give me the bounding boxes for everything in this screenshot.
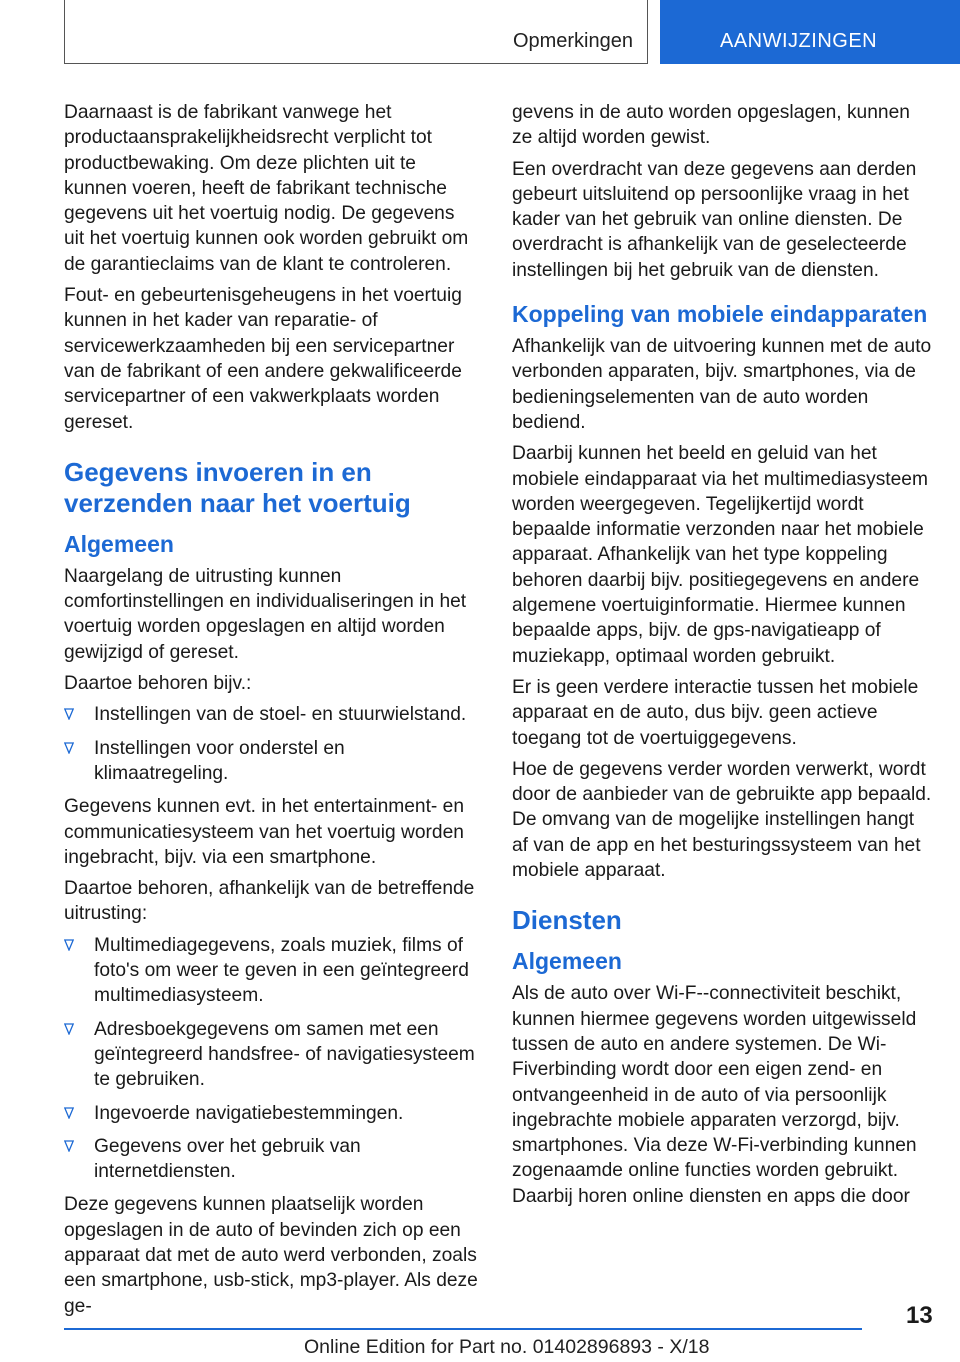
bullet-list (64, 702, 480, 786)
paragraph: Afhankelijk van de uitvoering kunnen met de auto verbonden apparaten, bijv. smartphones, via de bedieningselementen van de auto worden bediend. (512, 336, 932, 433)
footer-divider (64, 1328, 862, 1330)
triangle-bullet-icon (64, 1107, 74, 1119)
paragraph: gevens in de auto worden opgeslagen, kunnen ze altijd worden gewist. (512, 102, 910, 149)
page-number: 13 (906, 1302, 933, 1329)
list-item (64, 1017, 480, 1093)
section-heading: Diensten (512, 905, 622, 936)
triangle-bullet-icon (64, 742, 74, 754)
triangle-bullet-icon (64, 1023, 74, 1035)
list-item (64, 1101, 480, 1126)
list-item-text: Adresboekgegevens om samen met een geïntegreerd handsfree- of navigatiesysteem te gebruiken. (94, 1018, 475, 1091)
header-section-title: Opmerkingen (512, 30, 633, 52)
header-section-box (64, 0, 648, 64)
left-column (64, 100, 480, 1325)
header-chapter-box (660, 0, 960, 64)
paragraph: Naargelang de uitrusting kunnen comfortinstellingen en individualiseringen in het voertuig worden opgeslagen en altijd worden gewijzigd of gereset. (64, 565, 467, 663)
paragraph: Gegevens kunnen evt. in het entertainment- en communicatiesysteem van het voertuig worden ingebracht, bijv. via een smartphone. (64, 796, 464, 868)
paragraph: Daarnaast is de fabrikant vanwege het productaansprakelijkheidsrecht verplicht tot productbewaking. Om deze plichten uit te kunnen voeren, heeft de fabrikant technische gegevens uit het voertuig nodig. De gegevens uit het voertuig kunnen ook worden gebruikt om de garantieclaims van de klant te controleren. (64, 102, 469, 275)
paragraph: Daartoe behoren, afhankelijk van de betreffende uitrusting: (64, 878, 475, 925)
list-item-text: Multimediagegevens, zoals muziek, films of foto's om weer te geven in een geïntegreerd multimediasysteem. (94, 934, 469, 1007)
list-item (64, 1134, 480, 1185)
list-item (64, 933, 480, 1009)
header-chapter-title: AANWIJZINGEN (720, 30, 878, 52)
subsection-heading: Algemeen (512, 948, 622, 975)
paragraph: Een overdracht van deze gegevens aan derden gebeurt uitsluitend op persoonlijke vraag in het kader van het gebruik van online diensten. De overdracht is afhankelijk van de geselecteerde instellingen bij het gebruik van de diensten. (512, 158, 917, 281)
list-item-text: Instellingen van de stoel- en stuurwielstand. (94, 704, 467, 726)
triangle-bullet-icon (64, 1140, 74, 1152)
paragraph: Deze gegevens kunnen plaatselijk worden opgeslagen in de auto of bevinden zich op een apparaat dat met de auto werd verbonden, zoals een smartphone, usb-stick, mp3-player. Als deze ge- (64, 1194, 478, 1317)
subsection-heading: Koppeling van mobiele eindapparaten (512, 301, 928, 328)
bullet-list (64, 933, 480, 1185)
list-item (64, 736, 480, 787)
paragraph: Er is geen verdere interactie tussen het mobiele apparaat en de auto, dus bijv. geen actieve toegang tot de voertuiggegevens. (512, 676, 919, 749)
paragraph: Daarbij kunnen het beeld en geluid van het mobiele eindapparaat via het multimediasysteem worden weergegeven. Tegelijkertijd wordt bepaalde informatie verzonden naar het mobiele apparaat. Afhankelijk van het type koppeling behoren daarbij bijv. positiegegevens en andere algemene voertuiginformatie. Hiermee kunnen bepaalde apps, bijv. de gps-navigatieapp of muziekapp, optimaal worden gebruikt. (512, 443, 928, 667)
list-item-text: Instellingen voor onderstel en klimaatregeling. (94, 737, 345, 784)
paragraph: Daartoe behoren bijv.: (64, 673, 252, 695)
paragraph: Hoe de gegevens verder worden verwerkt, wordt door de aanbieder van de gebruikte app bepaald. De omvang van de mogelijke instellingen hangt af van de app en het besturingssysteem van het mobiele apparaat. (512, 758, 932, 882)
section-heading: Gegevens invoeren in en verzenden naar het voertuig (64, 456, 411, 518)
list-item-text: Gegevens over het gebruik van internetdiensten. (94, 1135, 361, 1183)
footer-edition: Online Edition for Part no. 01402896893 - X/18 (304, 1336, 710, 1358)
subsection-heading: Algemeen (64, 530, 174, 557)
paragraph: Fout- en gebeurtenisgeheugens in het voertuig kunnen in het kader van reparatie- of servicewerkzaamheden bij een servicepartner van de fabrikant of een andere gekwalificeerde servicepartner of een vakwerkplaats worden gereset. (64, 285, 462, 433)
list-item (64, 702, 480, 727)
triangle-bullet-icon (64, 939, 74, 951)
paragraph: Als de auto over Wi-F--connectiviteit beschikt, kunnen hiermee gegevens worden uitgewisseld tussen de auto en andere systemen. De Wi-Fiverbinding wordt door een eigen zend- en ontvangeenheid in de auto of via persoonlijk ingebrachte mobiele apparaten verzorgd, bijv. smartphones. Via deze W-Fi-verbinding kunnen zogenaamde online functies worden gebruikt. Daarbij horen online diensten en apps die door (512, 983, 917, 1207)
triangle-bullet-icon (64, 708, 74, 720)
list-item-text: Ingevoerde navigatiebestemmingen. (94, 1102, 404, 1124)
right-column (512, 100, 932, 1215)
